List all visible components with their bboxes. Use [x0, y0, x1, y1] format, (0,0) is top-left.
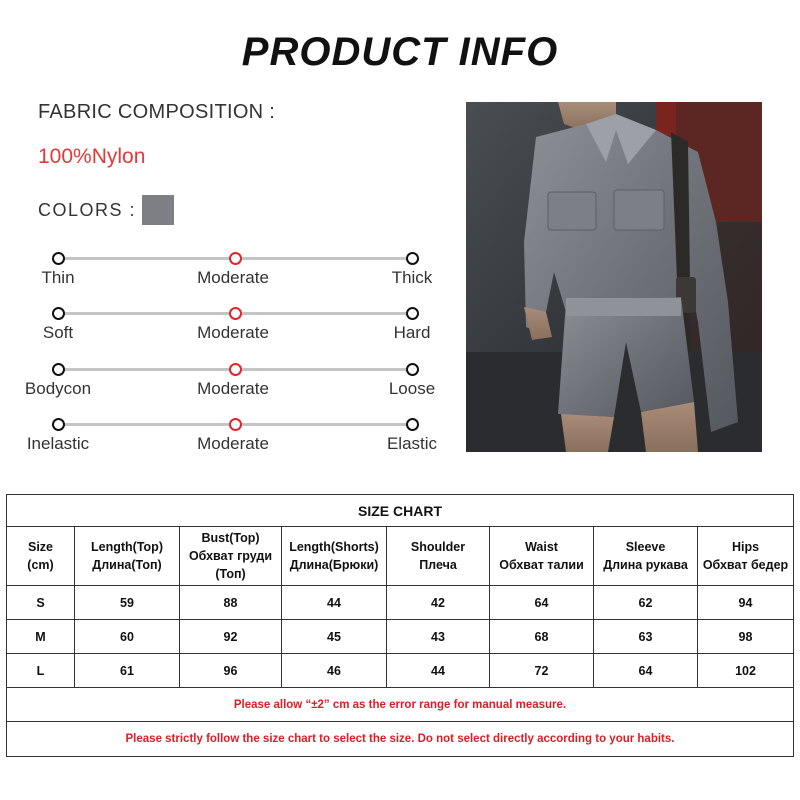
- scale-label-right: Hard: [393, 323, 431, 342]
- scale-dot-right: [406, 252, 419, 265]
- table-cell: 96: [180, 654, 282, 688]
- page-title: PRODUCT INFO: [241, 30, 559, 74]
- scale-label-mid: Moderate: [197, 379, 269, 398]
- header-sleeve: Sleeve Длина рукава: [594, 527, 698, 586]
- header-length-top: Length(Top) Длина(Топ): [75, 527, 180, 586]
- header-waist: Waist Обхват талии: [490, 527, 594, 586]
- fabric-composition-label: FABRIC COMPOSITION :: [38, 101, 276, 123]
- table-cell: 45: [282, 620, 387, 654]
- header-shoulder: Shoulder Плеча: [387, 527, 490, 586]
- scale-dot-selected: [229, 363, 242, 376]
- table-cell: 68: [490, 620, 594, 654]
- scale-dot-left: [52, 418, 65, 431]
- scale-label-left: Thin: [41, 268, 75, 287]
- table-cell: 60: [75, 620, 180, 654]
- header-hips: Hips Обхват бедер: [698, 527, 794, 586]
- table-cell: 44: [387, 654, 490, 688]
- table-cell: 46: [282, 654, 387, 688]
- size-advice-row: [7, 722, 794, 757]
- fit-scale: [0, 363, 470, 413]
- table-row: [7, 620, 794, 654]
- table-cell: S: [7, 586, 75, 620]
- scale-label-left: Soft: [42, 323, 74, 342]
- scale-label-mid: Moderate: [197, 323, 269, 342]
- scale-dot-selected: [229, 307, 242, 320]
- table-cell: 43: [387, 620, 490, 654]
- scale-dot-right: [406, 418, 419, 431]
- scale-dot-selected: [229, 418, 242, 431]
- table-cell: 59: [75, 586, 180, 620]
- table-cell: 88: [180, 586, 282, 620]
- scale-label-mid: Moderate: [197, 268, 269, 287]
- colors-label: COLORS :: [38, 200, 137, 220]
- scale-dot-selected: [229, 252, 242, 265]
- scale-dot-right: [406, 307, 419, 320]
- table-cell: 94: [698, 586, 794, 620]
- scale-dot-left: [52, 307, 65, 320]
- product-photo: [466, 102, 762, 452]
- scale-label-right: Loose: [388, 379, 436, 398]
- table-cell: 98: [698, 620, 794, 654]
- table-cell: 42: [387, 586, 490, 620]
- table-cell: 44: [282, 586, 387, 620]
- size-chart-title: SIZE CHART: [7, 495, 794, 527]
- table-cell: M: [7, 620, 75, 654]
- softness-scale: [0, 307, 470, 357]
- table-cell: L: [7, 654, 75, 688]
- scale-dot-right: [406, 363, 419, 376]
- header-length-shorts: Length(Shorts) Длина(Брюки): [282, 527, 387, 586]
- size-advice-note: Please strictly follow the size chart to select the size. Do not select directly according to your habits.: [7, 722, 794, 757]
- header-bust-top: Bust(Top) Обхват груди (Топ): [180, 527, 282, 586]
- size-chart-table: [6, 494, 794, 757]
- table-cell: 72: [490, 654, 594, 688]
- header-size: Size (cm): [7, 527, 75, 586]
- fabric-composition-value: 100%Nylon: [38, 145, 146, 168]
- elasticity-scale: [0, 418, 470, 468]
- measurement-note-row: [7, 688, 794, 722]
- product-photo-illustration: [466, 102, 762, 452]
- table-cell: 62: [594, 586, 698, 620]
- scale-label-left: Bodycon: [24, 379, 92, 398]
- size-chart-header-row: [7, 527, 794, 586]
- scale-dot-left: [52, 252, 65, 265]
- scale-label-right: Thick: [391, 268, 433, 287]
- table-row: [7, 586, 794, 620]
- measurement-error-note: Please allow “±2” cm as the error range for manual measure.: [7, 688, 794, 722]
- table-cell: 64: [490, 586, 594, 620]
- table-cell: 92: [180, 620, 282, 654]
- table-cell: 102: [698, 654, 794, 688]
- table-cell: 64: [594, 654, 698, 688]
- scale-dot-left: [52, 363, 65, 376]
- table-row: [7, 654, 794, 688]
- thickness-scale: [0, 252, 470, 302]
- scale-label-mid: Moderate: [197, 434, 269, 453]
- color-swatch-grey[interactable]: [142, 195, 174, 225]
- scale-label-right: Elastic: [386, 434, 438, 453]
- table-cell: 63: [594, 620, 698, 654]
- table-cell: 61: [75, 654, 180, 688]
- scale-label-left: Inelastic: [26, 434, 90, 453]
